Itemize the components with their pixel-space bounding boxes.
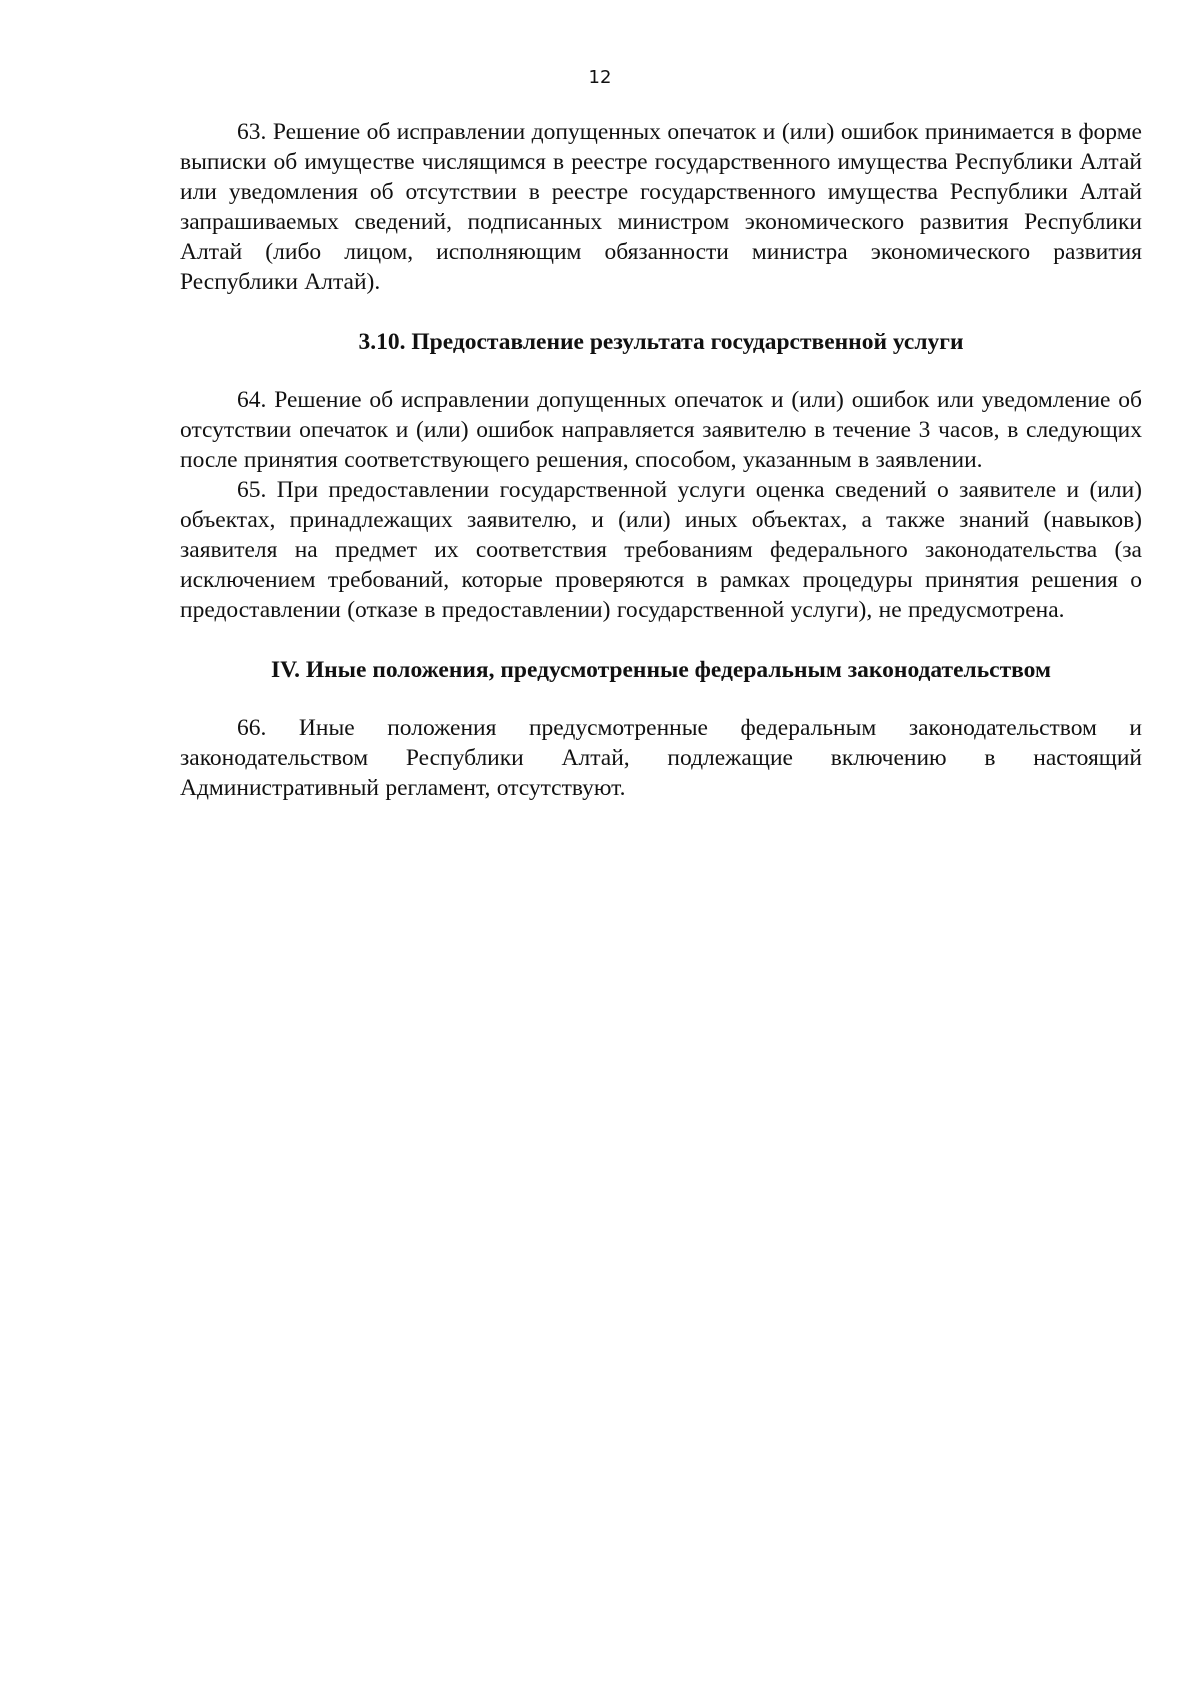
paragraph-66: 66. Иные положения предусмотренные федеральным законодательством и законодательством Республики Алтай, подлежащие включению в настоящий Административный регламент, отсутствуют.	[180, 715, 1142, 801]
document-body	[180, 117, 1142, 803]
page-number: 12	[588, 67, 612, 88]
paragraph-65: 65. При предоставлении государственной услуги оценка сведений о заявителе и (или) объектах, принадлежащих заявителю, и (или) иных объектах, а также знаний (навыков) заявителя на предмет их соответствия требованиям федерального законодательства (за исключением требований, которые проверяются в рамках процедуры принятия решения о предоставлении (отказе в предоставлении) государственной услуги), не предусмотрена.	[180, 477, 1142, 623]
paragraph-63: 63. Решение об исправлении допущенных опечаток и (или) ошибок принимается в форме выписки об имуществе числящимся в реестре государственного имущества Республики Алтай или уведомления об отсутствии в реестре государственного имущества Республики Алтай запрашиваемых сведений, подписанных министром экономического развития Республики Алтай (либо лицом, исполняющим обязанности министра экономического развития Республики Алтай).	[180, 119, 1142, 295]
section-heading-3-10: 3.10. Предоставление результата государственной услуги	[358, 329, 964, 355]
paragraph-64: 64. Решение об исправлении допущенных опечаток и (или) ошибок или уведомление об отсутствии опечаток и (или) ошибок направляется заявителю в течение 3 часов, в следующих после принятия соответствующего решения, способом, указанным в заявлении.	[180, 387, 1142, 473]
section-heading-iv: IV. Иные положения, предусмотренные федеральным законодательством	[271, 657, 1051, 683]
